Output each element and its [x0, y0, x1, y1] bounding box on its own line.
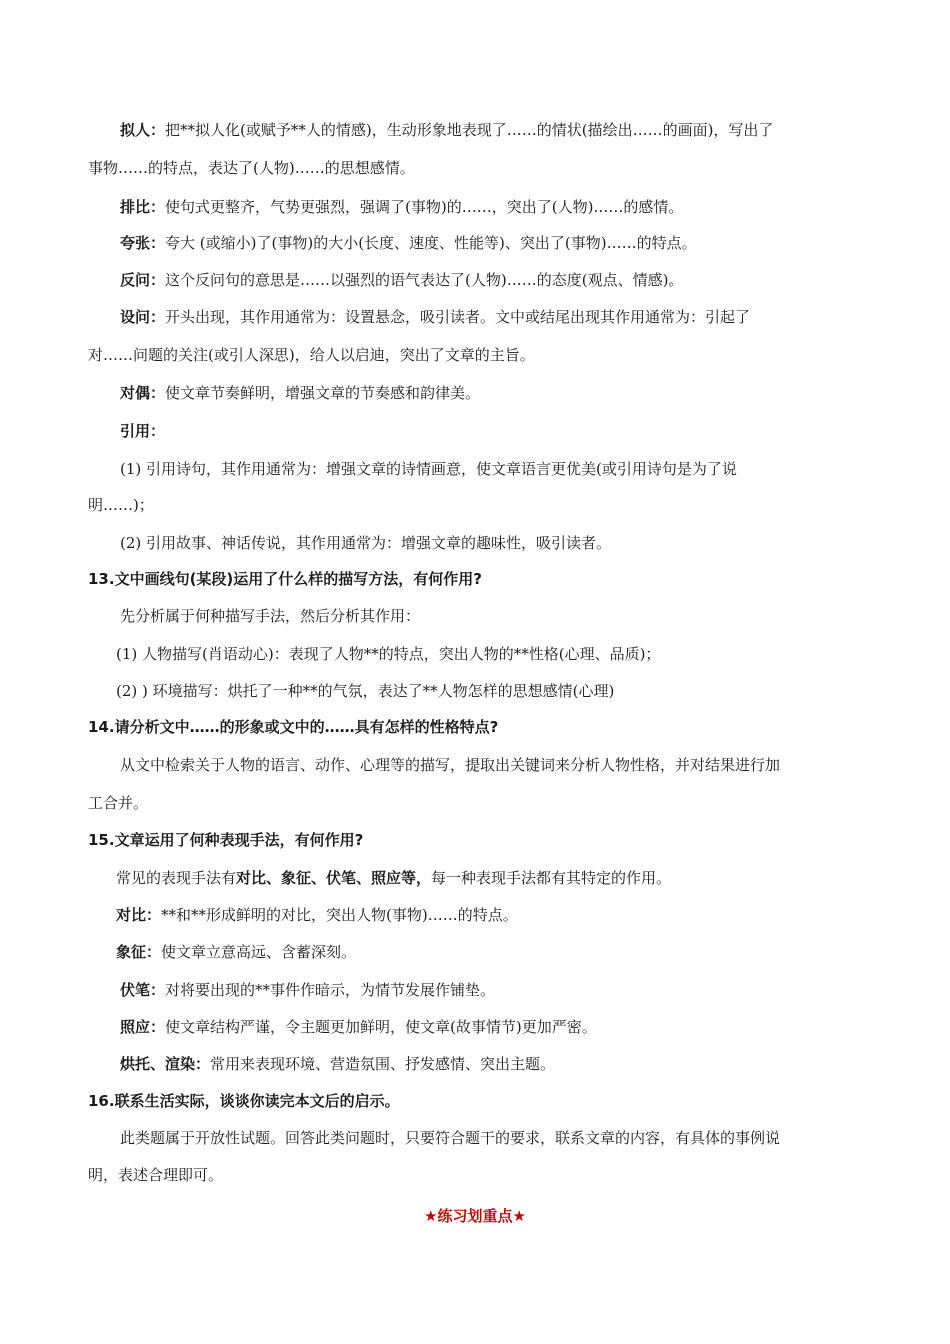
q13-intro: 先分析属于何种描写手法，然后分析其作用： — [120, 607, 421, 625]
q16-title: 16.联系生活实际，谈谈你读完本文后的启示。 — [88, 1092, 400, 1110]
yinyong-item-1b: 明……)； — [88, 496, 154, 514]
paibi-term: 排比： — [120, 198, 166, 216]
yinyong-item-1a: (1) 引用诗句，其作用通常为：增强文章的诗情画意，使文章语言更优美(或引用诗句是为了说 — [120, 460, 737, 478]
kuazhang-term: 夸张： — [120, 234, 166, 252]
q16-text-1: 此类题属于开放性试题。回答此类问题时，只要符合题干的要求，联系文章的内容，有具体的事例说 — [120, 1129, 781, 1147]
shewen-line-1 — [120, 306, 750, 328]
duiou-term: 对偶： — [120, 384, 166, 402]
zhaoying-text: 使文章结构严谨，令主题更加鲜明，使文章(故事情节)更加严密。 — [165, 1018, 597, 1036]
fanwen-term: 反问： — [120, 271, 166, 289]
fubi-text: 对将要出现的**事件作暗示，为情节发展作铺垫。 — [165, 981, 496, 999]
q13-title: 13.文中画线句(某段)运用了什么样的描写方法，有何作用? — [88, 570, 482, 588]
q15-title: 15.文章运用了何种表现手法，有何作用? — [88, 831, 364, 849]
q14-title: 14.请分析文中……的形象或文中的……具有怎样的性格特点? — [88, 718, 499, 736]
hongtuo-text: 常用来表现环境、营造氛围、抒发感情、突出主题。 — [210, 1055, 556, 1073]
shewen-term: 设问： — [120, 308, 166, 326]
zhaoying-line — [120, 1016, 597, 1038]
niren-term: 拟人： — [120, 121, 166, 139]
niren-text: 把**拟人化(或赋予**人的情感)，生动形象地表现了……的情状(描绘出……的画面)，写出了 — [165, 121, 774, 139]
q16-text-2: 明，表述合理即可。 — [88, 1166, 224, 1184]
duiou-text: 使文章节奏鲜明，增强文章的节奏感和韵律美。 — [165, 384, 481, 402]
yinyong-term: 引用： — [120, 422, 166, 440]
niren-line-2: 事物……的特点，表达了(人物)……的思想感情。 — [88, 159, 415, 177]
duibi-text: **和**形成鲜明的对比，突出人物(事物)……的特点。 — [161, 906, 518, 924]
q14-text-1: 从文中检索关于人物的语言、动作、心理等的描写，提取出关键词来分析人物性格，并对结果进行加 — [120, 756, 781, 774]
shewen-text: 开头出现，其作用通常为：设置悬念，吸引读者。文中或结尾出现其作用通常为：引起了 — [165, 308, 751, 326]
q13-item-1: (1) 人物描写(肖语动心)：表现了人物**的特点，突出人物的**性格(心理、品质)； — [116, 645, 661, 663]
q15-intro-c: 每一种表现手法都有其特定的作用。 — [431, 869, 672, 887]
hongtuo-line — [120, 1053, 555, 1075]
yinyong-item-2: (2) 引用故事、神话传说，其作用通常为：增强文章的趣味性，吸引读者。 — [120, 534, 612, 552]
duibi-line — [116, 904, 518, 926]
paibi-text: 使句式更整齐，气势更强烈，强调了(事物)的……，突出了(人物)……的感情。 — [165, 198, 684, 216]
xiangzheng-text: 使文章立意高远、含蓄深刻。 — [161, 943, 357, 961]
duiou-line — [120, 382, 480, 404]
kuazhang-text: 夸大 (或缩小)了(事物)的大小(长度、速度、性能等)、突出了(事物)……的特点。 — [165, 234, 697, 252]
zhaoying-term: 照应： — [120, 1018, 166, 1036]
fanwen-text: 这个反问句的意思是……以强烈的语气表达了(人物)……的态度(观点、情感)。 — [165, 271, 684, 289]
hongtuo-term: 烘托、渲染： — [120, 1055, 211, 1073]
xiangzheng-line — [116, 941, 356, 963]
shewen-line-2: 对……问题的关注(或引人深思)，给人以启迪，突出了文章的主旨。 — [88, 346, 535, 364]
footer-heading: ★练习划重点★ — [424, 1207, 526, 1225]
duibi-term: 对比： — [116, 906, 162, 924]
q15-intro-b: 对比、象征、伏笔、照应等， — [236, 869, 432, 887]
q15-intro-a: 常见的表现手法有 — [116, 869, 237, 887]
xiangzheng-term: 象征： — [116, 943, 162, 961]
q15-intro — [116, 867, 671, 889]
q13-item-2: (2) ) 环境描写：烘托了一种**的气氛，表达了**人物怎样的思想感情(心理) — [116, 682, 615, 700]
fubi-term: 伏笔： — [120, 981, 166, 999]
fubi-line — [120, 979, 495, 1001]
niren-line-1 — [120, 119, 773, 141]
paibi-line — [120, 196, 683, 218]
fanwen-line — [120, 269, 683, 291]
q14-text-2: 工合并。 — [88, 794, 149, 812]
kuazhang-line — [120, 232, 697, 254]
